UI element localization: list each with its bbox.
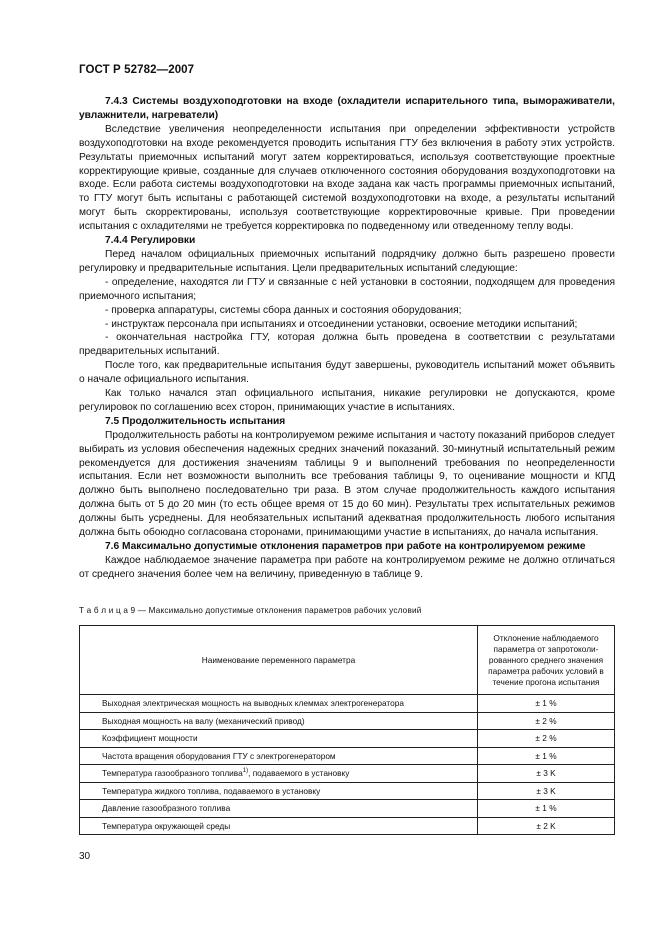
table-row [80,817,615,835]
table-row [80,765,615,783]
parameter-name-text: Коэффициент мощности [102,733,198,744]
parameter-name [80,695,478,713]
section-heading: 7.6 Максимально допустимые отклонения параметров при работе на контролируемом режиме [105,541,586,552]
table-caption: Т а б л и ц а 9 — Максимально допустимые отклонения параметров рабочих условий [79,606,422,615]
section-heading: 7.4.4 Регулировки [105,235,196,247]
paragraph: Каждое наблюдаемое значение параметра при работе на контролируемом режиме не должно отличаться от среднего значения более чем на величину, приведенную в таблице 9. [79,554,615,580]
parameter-name [80,817,478,835]
paragraph: Продолжительность работы на контролируемом режиме испытания и частоту показаний приборов следует выбирать из условия обеспечения надежных средних значений показаний. 30-минутный испытательный режим рекомендуется для достижения значениям таблицы 9 и выполнений требования по неопределенности испытания. Если нет возможности выполнить все требования таблицы 9, то оценивание мощности и КПД должно быть выполнено последовательно три раза. В этом случае продолжительность каждого испытания должна быть от 5 до 20 мин (то есть общее время от 15 до 60 мин). Результаты трех испытательных режимов должны быть усреднены. Для необязательных испытаний адекватная продолжительность любого испытания должна быть обоюдно согласована сторонами, принимающими участие в испытаниях, до начала испытания. [79,429,615,539]
list-item: - инструктаж персонала при испытаниях и отсоединении установки, освоение методики испытаний; [105,318,578,330]
table-row [80,730,615,748]
list-item: - окончательная настройка ГТУ, которая должна быть проведена в соответствии с результатами предварительных испытаний. [79,332,615,358]
parameter-name-text: Температура окружающей среды [102,820,231,831]
table-row [80,712,615,730]
table-row [80,800,615,818]
parameter-name-suffix: , подаваемого в установку [248,768,350,779]
paragraph: После того, как предварительные испытания будут завершены, руководитель испытаний может объявить о начале официального испытания. [79,360,615,386]
parameter-name [80,747,478,765]
paragraph: Вследствие увеличения неопределенности испытания при определении эффективности устройств воздухоподготовки на входе рекомендуется проводить испытания ГТУ без включения в работу этих устройств. Результаты приемочных испытаний могут затем корректироваться, используя соответствующие проектные корректирующие кривые, созданные для случаев отключенного состояния оборудования воздухоподготовки на входе. Если работа системы воздухоподготовки на входе задана как часть программы приемочных испытаний, то ГТУ могут быть испытаны с работающей системой воздухоподготовки на входе, а результаты испытаний могут быть скорректированы, используя соответствующие корректировочные кривые. При проведении испытания с охладителями не требуется корректировка по подведенному или отведенному теплу воды. [79,123,615,233]
deviation-value: ± 3 K [478,765,615,783]
document-body [79,95,615,582]
list-item: - проверка аппаратуры, системы сбора данных и состояния оборудования; [105,304,462,316]
table-row [80,695,615,713]
deviation-value: ± 1 % [478,800,615,818]
parameter-name-text: Частота вращения оборудования ГТУ с электрогенератором [102,750,336,761]
parameter-name [80,712,478,730]
deviation-value: ± 2 % [478,712,615,730]
table-header-row [80,626,615,695]
deviation-value: ± 2 K [478,817,615,835]
paragraph: Перед началом официальных приемочных испытаний подрядчику должно быть разрешено провести регулировку и предварительные испытания. Цели предварительных испытаний следующие: [79,248,615,274]
deviation-value: ± 1 % [478,695,615,713]
paragraph: Как только начался этап официального испытания, никакие регулировки не допускаются, кроме регулировок по соглашению всех сторон, принимающих участие в испытаниях. [79,388,615,413]
deviation-value: ± 1 % [478,747,615,765]
parameter-name-text: Температура газообразного топлива [102,768,243,779]
section-heading: 7.4.3 Системы воздухоподготовки на входе (охладители испарительного типа, вымораживатели, увлажнители, нагреватели) [79,96,615,121]
parameter-name [80,800,478,818]
document-header: ГОСТ Р 52782—2007 [79,64,195,76]
section-heading: 7.5 Продолжительность испытания [105,415,286,427]
table-row [80,782,615,800]
footnote-marker: 1) [242,768,249,775]
parameter-name [80,730,478,748]
page-number: 30 [79,851,91,862]
parameter-name-text: Выходная электрическая мощность на выводных клеммах электрогенератора [102,698,404,709]
deviation-value: ± 2 % [478,730,615,748]
column-header-parameter: Наименование переменного параметра [80,626,478,695]
parameter-name-text: Давление газообразного топлива [102,803,231,814]
deviation-value: ± 3 K [478,782,615,800]
column-header-deviation: Отклонение наблюдаемого параметра от запротоколированного среднего значения параметра рабочих условий в течение прогона испытания [478,626,615,695]
table-row [80,747,615,765]
parameter-name [80,782,478,800]
table-9 [79,625,615,835]
parameter-name-text: Температура жидкого топлива, подаваемого в установку [102,785,321,796]
parameter-name [80,765,478,783]
parameter-name-text: Выходная мощность на валу (механический привод) [102,715,305,726]
list-item: - определение, находятся ли ГТУ и связанные с ней установки в состоянии, подходящем для проведения приемочного испытания; [79,276,615,302]
